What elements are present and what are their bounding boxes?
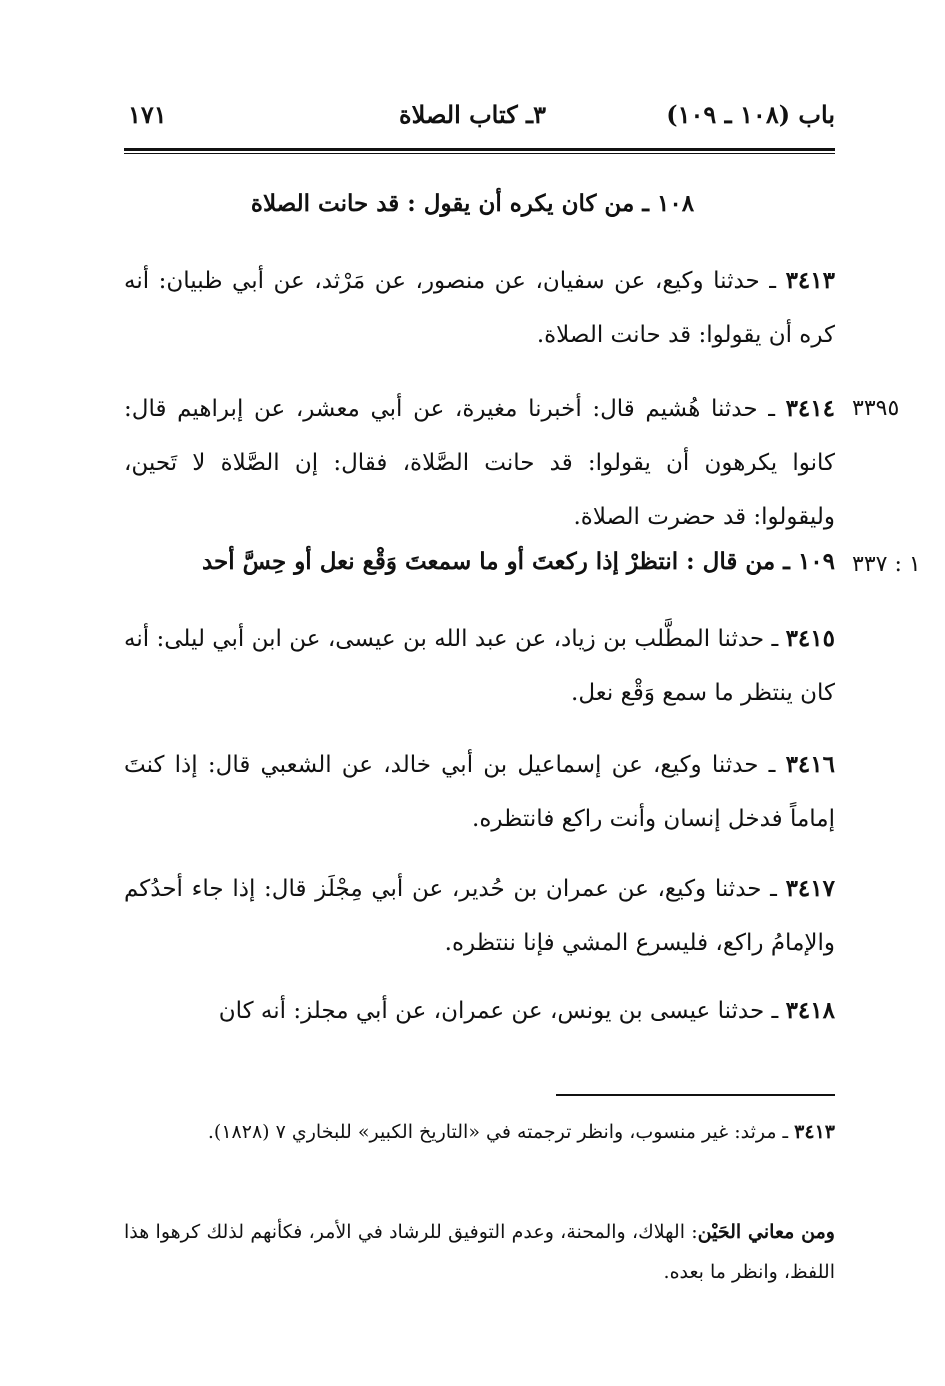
hadith-3414 [124,382,835,544]
header-book-title: ٣ـ كتاب الصلاة [399,100,546,129]
hadith-text: ـ حدثنا المطَّلب بن زياد، عن عبد الله بن عيسى، عن ابن أبي ليلى: أنه كان ينتظر ما سمع وَقْع نعل. [124,626,835,706]
margin-ref-ch109: ١ : ٣٣٧ [852,552,921,577]
footnote-text: : الهلاك، والمحنة، وعدم التوفيق للرشاد في الأمر، فكأنهم لذلك كرهوا هذا اللفظ، وانظر ما بعده. [124,1221,835,1283]
hadith-text: ـ حدثنا وكيع، عن إسماعيل بن أبي خالد، عن الشعبي قال: إذا كنتَ إماماً فدخل إنسان وأنت راكع فانتظره. [124,752,835,832]
margin-ref-3414: ٣٣٩٥ [852,396,900,421]
header-chapter-range: باب (١٠٨ ـ ١٠٩) [666,100,835,129]
hadith-3415 [124,612,835,720]
hadith-3416 [124,738,835,846]
footnote-number: ٣٤١٣ [794,1121,835,1143]
hadith-text: ـ حدثنا وكيع، عن عمران بن حُدير، عن أبي مِجْلَز قال: إذا جاء أحدُكم والإمامُ راكع، فليسرع المشي فإنا ننتظره. [124,876,835,956]
hadith-text: ـ حدثنا عيسى بن يونس، عن عمران، عن أبي مجلز: أنه كان [218,998,786,1024]
hadith-number: ٣٤١٥ [785,625,835,652]
header-rule [124,148,835,151]
chapter-heading-109: ١٠٩ ـ من قال : انتظرْ إذا ركعتَ أو ما سمعتَ وَقْع نعل أو حِسَّ أحد [201,548,835,575]
footnote-hayn [124,1212,835,1292]
footnote-3413 [124,1112,835,1152]
hadith-number: ٣٤١٧ [785,875,835,902]
hadith-text: ـ حدثنا وكيع، عن سفيان، عن منصور، عن مَرْثد، عن أبي ظبيان: أنه كره أن يقولوا: قد حانت الصلاة. [124,268,835,348]
hadith-text: ـ حدثنا هُشيم قال: أخبرنا مغيرة، عن أبي معشر، عن إبراهيم قال: كانوا يكرهون أن يقولوا: قد حانت الصَّلاة، فقال: إن الصَّلاة لا تَحين، وليقولوا: قد حضرت الصلاة. [124,396,835,530]
footnote-prefix: ومن معاني [741,1221,835,1243]
hadith-number: ٣٤١٣ [785,267,835,294]
hadith-3417 [124,862,835,970]
hadith-number: ٣٤١٤ [785,395,835,422]
hadith-number: ٣٤١٨ [785,997,835,1024]
chapter-heading-108: ١٠٨ ـ من كان يكره أن يقول : قد حانت الصلاة [250,190,695,217]
hadith-3418 [124,984,835,1038]
footnote-text: ـ مرثد: غير منسوب، وانظر ترجمته في «التاريخ الكبير» للبخاري ٧ (١٨٢٨). [207,1121,795,1143]
hadith-number: ٣٤١٦ [785,751,835,778]
header-page-number: ١٧١ [128,100,167,129]
header-rule-thin [124,153,835,154]
footnote-separator [556,1094,835,1096]
footnote-keyword: الحَيْن [697,1221,742,1243]
hadith-3413 [124,254,835,362]
